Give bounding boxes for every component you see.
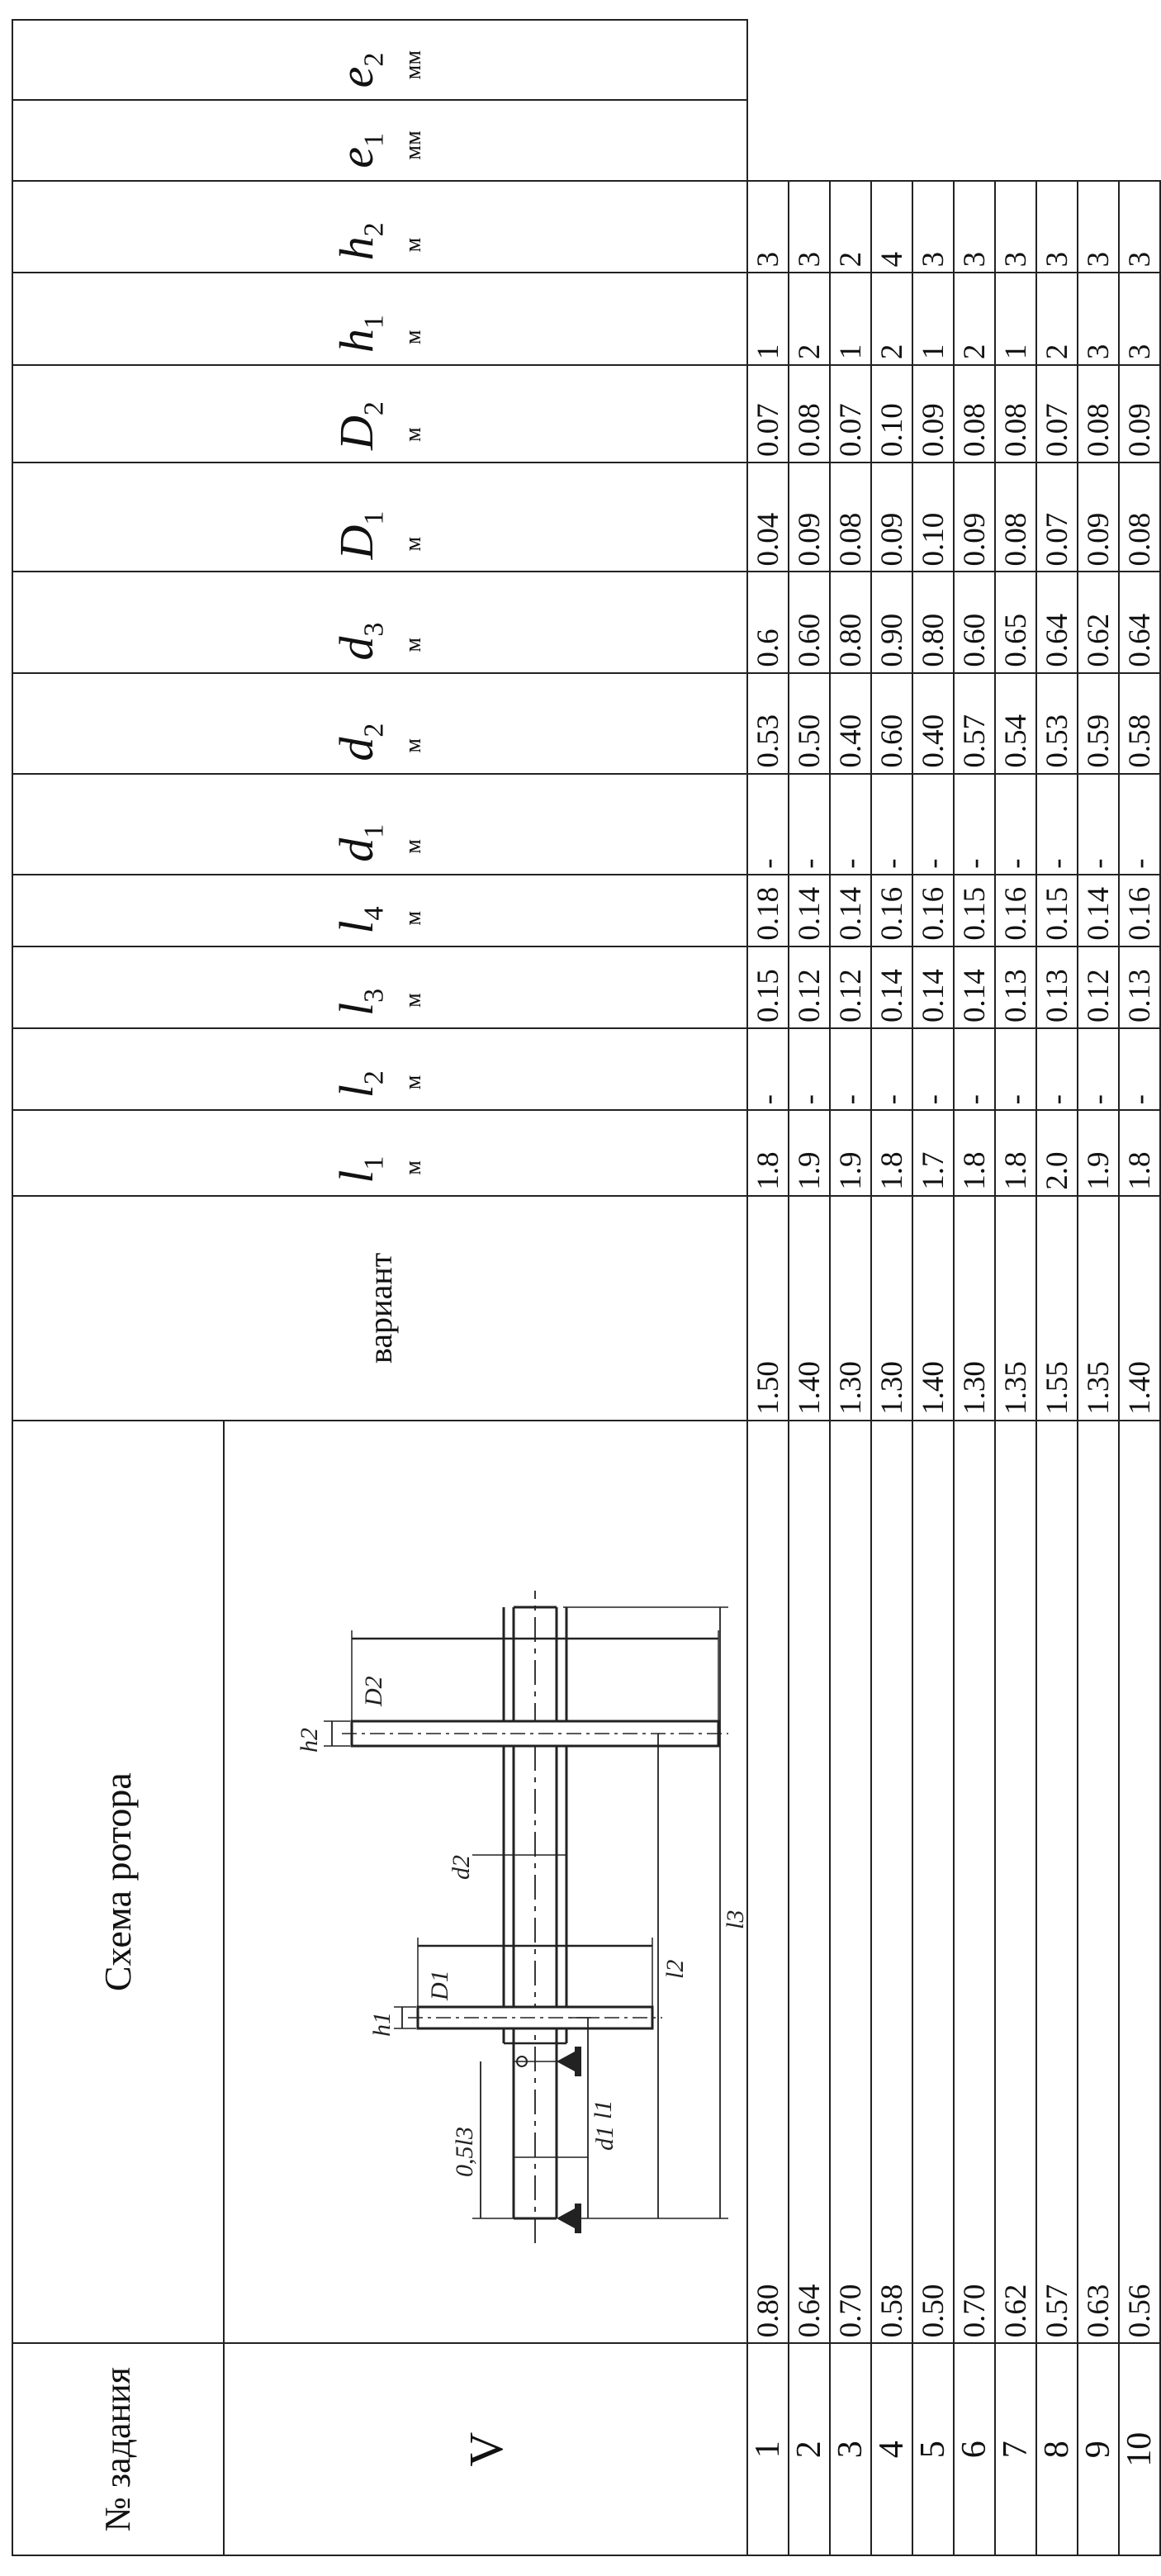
param-header-D1 [12, 463, 747, 572]
param-symbol: $D_1$ [329, 510, 390, 560]
value-cell: 0.16 [995, 875, 1036, 946]
value-cell: 1.30 [954, 1196, 995, 1421]
value-cell: 1.40 [1119, 1196, 1160, 1421]
variant-cell: 7 [995, 2343, 1036, 2555]
param-unit: мм [400, 50, 426, 80]
param-unit: мм [400, 130, 426, 160]
value-cell: - [954, 1028, 995, 1110]
value-cell: 0.62 [995, 1421, 1036, 2343]
label-l1: l1 [590, 2100, 617, 2120]
value-cell: 0.08 [830, 463, 871, 572]
value-cell: 1.50 [747, 1196, 789, 1421]
value-cell: 0.54 [995, 673, 1036, 774]
value-cell: 0.60 [871, 673, 912, 774]
value-cell: 3 [1119, 181, 1160, 273]
value-cell: 3 [747, 181, 789, 273]
variant-cell: 6 [954, 2343, 995, 2555]
value-cell: 0.08 [789, 365, 830, 463]
value-cell: 0.09 [912, 365, 954, 463]
label-h2: h2 [296, 1728, 323, 1753]
value-cell: 0.59 [1078, 673, 1119, 774]
value-cell: - [830, 774, 871, 875]
param-header-d2 [12, 673, 747, 774]
param-symbol: $e_2$ [329, 52, 390, 88]
value-cell: 0.12 [830, 946, 871, 1028]
value-cell: 1.30 [830, 1196, 871, 1421]
table-row [789, 20, 830, 2555]
value-cell: 0.58 [871, 1421, 912, 2343]
value-cell: 0.90 [871, 572, 912, 672]
label-l3: l3 [722, 1910, 749, 1930]
value-cell: - [912, 774, 954, 875]
label-l2: l2 [661, 1960, 689, 1980]
param-unit: м [400, 910, 426, 926]
label-h1: h1 [368, 2012, 396, 2038]
value-cell: 2 [954, 273, 995, 365]
value-cell: 1.8 [871, 1110, 912, 1195]
value-cell: 3 [995, 181, 1036, 273]
value-cell: 0.14 [789, 875, 830, 946]
value-cell: 0.16 [871, 875, 912, 946]
value-cell: 1.9 [1078, 1110, 1119, 1195]
value-cell: 1.40 [912, 1196, 954, 1421]
param-unit: м [400, 237, 426, 253]
value-cell: 0.10 [912, 463, 954, 572]
value-cell: 0.58 [1119, 673, 1160, 774]
variant-cell: 9 [1078, 2343, 1119, 2555]
rotor-scheme-diagram [225, 1452, 749, 2342]
value-cell: 1 [747, 273, 789, 365]
value-cell: 0.14 [871, 946, 912, 1028]
value-cell: 0.65 [995, 572, 1036, 672]
task-number-value: V [458, 2431, 513, 2467]
value-cell: 1.30 [871, 1196, 912, 1421]
value-cell: 0.10 [871, 365, 912, 463]
value-cell: 0.15 [747, 946, 789, 1028]
value-cell: 1.8 [995, 1110, 1036, 1195]
value-cell: 0.13 [1036, 946, 1078, 1028]
table-row [747, 20, 789, 2555]
value-cell: 0.09 [789, 463, 830, 572]
value-cell: 1.8 [1119, 1110, 1160, 1195]
table-row [1078, 20, 1119, 2555]
param-symbol: $h_2$ [329, 222, 390, 261]
table-row [995, 20, 1036, 2555]
value-cell: 0.63 [1078, 1421, 1119, 2343]
table-row [830, 20, 871, 2555]
label-D1: D1 [426, 1970, 453, 2001]
value-cell: - [995, 774, 1036, 875]
param-symbol: $l_2$ [329, 1070, 390, 1098]
value-cell: 0.80 [747, 1421, 789, 2343]
value-cell: - [1119, 1028, 1160, 1110]
value-cell: 2.0 [1036, 1110, 1078, 1195]
value-cell: 0.07 [830, 365, 871, 463]
value-cell: 0.04 [747, 463, 789, 572]
param-symbol: $l_1$ [329, 1155, 390, 1184]
value-cell: 0.62 [1078, 572, 1119, 672]
value-cell: 1 [995, 273, 1036, 365]
value-cell: 0.56 [1119, 1421, 1160, 2343]
value-cell: 0.40 [912, 673, 954, 774]
value-cell: 1.9 [830, 1110, 871, 1195]
label-d2: d2 [448, 1855, 475, 1881]
param-header-l4 [12, 875, 747, 946]
param-unit: м [400, 427, 426, 443]
value-cell: 0.09 [871, 463, 912, 572]
value-cell: 2 [830, 181, 871, 273]
value-cell: 0.80 [830, 572, 871, 672]
value-cell: 0.40 [830, 673, 871, 774]
value-cell: 2 [789, 273, 830, 365]
param-header-h2 [12, 181, 747, 273]
variant-cell: 5 [912, 2343, 954, 2555]
param-header-D2 [12, 365, 747, 463]
param-header-d1 [12, 774, 747, 875]
value-cell: - [1036, 1028, 1078, 1110]
value-cell: 0.09 [1119, 365, 1160, 463]
value-cell: 0.6 [747, 572, 789, 672]
value-cell: 0.12 [789, 946, 830, 1028]
value-cell: 0.53 [747, 673, 789, 774]
param-unit: м [400, 738, 426, 753]
value-cell: 0.13 [995, 946, 1036, 1028]
value-cell: 3 [912, 181, 954, 273]
label-0-5-l3: 0,5l3 [451, 2127, 478, 2178]
value-cell: 0.09 [954, 463, 995, 572]
param-symbol: $h_1$ [329, 315, 390, 353]
param-unit: м [400, 1160, 426, 1175]
param-header-e1 [12, 100, 747, 180]
value-cell: 3 [954, 181, 995, 273]
value-cell: - [954, 774, 995, 875]
value-cell: 0.64 [789, 1421, 830, 2343]
param-unit: м [400, 637, 426, 652]
param-symbol: $d_2$ [329, 723, 390, 761]
value-cell: - [789, 774, 830, 875]
value-cell: 0.18 [747, 875, 789, 946]
value-cell: 0.13 [1119, 946, 1160, 1028]
value-cell: 0.12 [1078, 946, 1119, 1028]
value-cell: - [871, 774, 912, 875]
value-cell: 0.60 [789, 572, 830, 672]
param-header-l3 [12, 946, 747, 1028]
value-cell: - [995, 1028, 1036, 1110]
value-cell: 0.57 [1036, 1421, 1078, 2343]
value-cell: 0.64 [1119, 572, 1160, 672]
value-cell: 1 [830, 273, 871, 365]
table-row [954, 20, 995, 2555]
value-cell: 0.14 [912, 946, 954, 1028]
value-cell: - [747, 1028, 789, 1110]
value-cell: 0.08 [995, 365, 1036, 463]
table-row [1119, 20, 1160, 2555]
value-cell: 1.8 [747, 1110, 789, 1195]
variant-cell: 2 [789, 2343, 830, 2555]
value-cell: 4 [871, 181, 912, 273]
value-cell: 0.07 [747, 365, 789, 463]
param-symbol: $d_1$ [329, 823, 390, 862]
value-cell: 1.8 [954, 1110, 995, 1195]
param-header-d3 [12, 572, 747, 672]
value-cell: 0.50 [789, 673, 830, 774]
param-unit: м [400, 1075, 426, 1090]
variant-cell: 1 [747, 2343, 789, 2555]
value-cell: 0.14 [954, 946, 995, 1028]
label-D2: D2 [360, 1676, 387, 1707]
value-cell: 1.35 [995, 1196, 1036, 1421]
value-cell: 0.15 [954, 875, 995, 946]
value-cell: 3 [1036, 181, 1078, 273]
param-header-h1 [12, 273, 747, 365]
value-cell: 1.9 [789, 1110, 830, 1195]
table-row [912, 20, 954, 2555]
value-cell: - [1078, 774, 1119, 875]
value-cell: 0.53 [1036, 673, 1078, 774]
value-cell: - [747, 774, 789, 875]
scheme-column [12, 1421, 747, 2343]
value-cell: 0.80 [912, 572, 954, 672]
value-cell: 1.55 [1036, 1196, 1078, 1421]
variant-cell: 3 [830, 2343, 871, 2555]
value-cell: 0.16 [1119, 875, 1160, 946]
param-unit: м [400, 839, 426, 854]
value-cell: - [1119, 774, 1160, 875]
param-symbol: $d_3$ [329, 622, 390, 661]
value-cell: 0.15 [1036, 875, 1078, 946]
task-column [12, 2343, 747, 2555]
value-cell: 3 [789, 181, 830, 273]
value-cell: 0.64 [1036, 572, 1078, 672]
variant-header: вариант [12, 1196, 747, 1421]
param-symbol: $l_4$ [329, 906, 390, 934]
rotor-variants-table [12, 19, 1161, 2556]
variant-cell: 8 [1036, 2343, 1078, 2555]
value-cell: - [830, 1028, 871, 1110]
value-cell: 1.40 [789, 1196, 830, 1421]
value-cell: 0.60 [954, 572, 995, 672]
value-cell: 3 [1078, 273, 1119, 365]
param-symbol: $e_1$ [329, 132, 390, 168]
scheme-header: Схема ротора [13, 1421, 225, 2343]
value-cell: 0.16 [912, 875, 954, 946]
value-cell: 0.07 [1036, 463, 1078, 572]
value-cell: 0.14 [830, 875, 871, 946]
value-cell: - [789, 1028, 830, 1110]
value-cell: 0.09 [1078, 463, 1119, 572]
value-cell: 1 [912, 273, 954, 365]
table-row [1036, 20, 1078, 2555]
value-cell: 3 [1119, 273, 1160, 365]
variant-cell: 10 [1119, 2343, 1160, 2555]
value-cell: 0.70 [954, 1421, 995, 2343]
value-cell: 0.08 [1119, 463, 1160, 572]
task-number-header: № задания [97, 2367, 138, 2532]
param-symbol: $D_2$ [329, 401, 390, 451]
value-cell: 0.08 [1078, 365, 1119, 463]
param-unit: м [400, 330, 426, 345]
table-row [871, 20, 912, 2555]
value-cell: 0.50 [912, 1421, 954, 2343]
value-cell: 0.07 [1036, 365, 1078, 463]
value-cell: 0.57 [954, 673, 995, 774]
value-cell: 3 [1078, 181, 1119, 273]
value-cell: - [871, 1028, 912, 1110]
value-cell: 1.7 [912, 1110, 954, 1195]
value-cell: - [1036, 774, 1078, 875]
param-header-l1 [12, 1110, 747, 1195]
param-unit: м [400, 993, 426, 1008]
value-cell: 0.08 [954, 365, 995, 463]
value-cell: 2 [871, 273, 912, 365]
label-d1: d1 [591, 2126, 618, 2151]
value-cell: - [912, 1028, 954, 1110]
variant-cell: 4 [871, 2343, 912, 2555]
param-unit: м [400, 536, 426, 552]
param-symbol: $l_3$ [329, 988, 390, 1016]
value-cell: 2 [1036, 273, 1078, 365]
header-row [12, 20, 747, 2555]
value-cell: 0.08 [995, 463, 1036, 572]
param-header-e2 [12, 20, 747, 100]
param-header-l2 [12, 1028, 747, 1110]
value-cell: 1.35 [1078, 1196, 1119, 1421]
value-cell: - [1078, 1028, 1119, 1110]
value-cell: 0.14 [1078, 875, 1119, 946]
value-cell: 0.70 [830, 1421, 871, 2343]
